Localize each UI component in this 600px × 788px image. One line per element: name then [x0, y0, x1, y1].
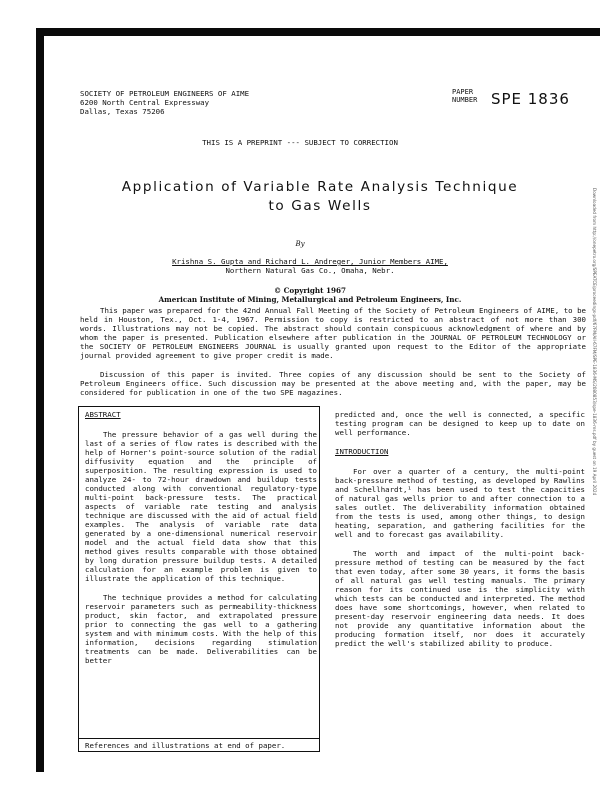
by-label: By	[295, 240, 305, 248]
footnote: References and illustrations at end of paper.	[85, 741, 286, 750]
discussion-notice	[80, 370, 586, 397]
abstract-column	[85, 410, 317, 675]
title-line-1: Application of Variable Rate Analysis Technique	[121, 179, 519, 195]
introduction-column	[335, 410, 585, 658]
paper-number: SPE 1836	[490, 90, 570, 108]
paper-number-label	[452, 88, 477, 104]
copyright-notice	[60, 286, 560, 304]
download-watermark	[588, 188, 597, 788]
meeting-notice-text: This paper was prepared for the 42nd Annual Fall Meeting of the Society of Petroleum Engineers of AIME, to be held in Houston, Tex., Oct. 1-4, 1967. Permission to copy is restricted to an abstract of not more than 300 words. Illustrations may not be copied. The abstract should contain conspicuous acknowledgment of where and by whom the paper is presented. Publication elsewhere after publication in the JOURNAL OF PETROLEUM TECHNOLOGY or the SOCIETY OF PETROLEUM ENGINEERS JOURNAL is usually granted upon request to the Editor of the appropriate journal provided agreement to give proper credit is made.	[80, 306, 586, 360]
paper-label-line1: PAPER	[452, 88, 474, 96]
continued-paragraph: predicted and, once the well is connected, a specific testing program can be designed to keep up to date on well performance.	[335, 410, 585, 437]
preprint-notice: THIS IS A PREPRINT --- SUBJECT TO CORRECTION	[202, 138, 398, 147]
discussion-notice-text: Discussion of this paper is invited. Three copies of any discussion should be sent to the Society of Petroleum Engineers office. Such discussion may be presented at the above meeting and, with the paper, may be considered for publication in one of the two SPE magazines.	[80, 370, 586, 397]
author-affiliation: Northern Natural Gas Co., Omaha, Nebr.	[225, 266, 395, 275]
introduction-heading: INTRODUCTION	[335, 447, 389, 456]
authors	[60, 257, 560, 275]
introduction-paragraph-2: The worth and impact of the multi-point back-pressure method of testing can be measured by the fact that even today, after some 30 years, it forms the basis of all natural gas well testing manuals. The primary reason for its continued use is the simplicity with which tests can be conducted and interpreted. The method does have some shortcomings, however, when related to present-day reservoir engineering data needs. It does not provide any quantitative information about the producing formation itself, nor does it accurately predict the well's stabilized ability to produce.	[335, 549, 585, 648]
scan-border-top	[36, 28, 600, 36]
title-line-2: to Gas Wells	[268, 198, 372, 214]
copyright-year: © Copyright 1967	[273, 286, 346, 295]
copyright-holder: American Institute of Mining, Metallurgical and Petroleum Engineers, Inc.	[158, 295, 462, 304]
abstract-heading: ABSTRACT	[85, 410, 121, 419]
introduction-paragraph-1: For over a quarter of a century, the multi-point back-pressure method of testing, as developed by Rawlins and Schellhardt,¹ has been used to test the capacities of natural gas wells prior to and after connection to a sales outlet. The deliverability information obtained from the tests is used, among other things, to design heating, separation, and gathering facilities for the well and to forecast gas availability.	[335, 467, 585, 539]
paper-title	[60, 178, 580, 216]
meeting-notice	[80, 306, 586, 360]
society-name: SOCIETY OF PETROLEUM ENGINEERS OF AIME	[80, 89, 250, 98]
paper-number-block	[452, 88, 570, 108]
street-address: 6200 North Central Expressway	[80, 98, 210, 107]
city-address: Dallas, Texas 75206	[80, 107, 165, 116]
abstract-paragraph-1: The pressure behavior of a gas well during the last of a series of flow rates is described with the help of Horner's point-source solution of the radial diffusivity equation and the principle of superposition. The resulting expression is used to analyze 24- to 72-hour drawdown and buildup tests conducted along with conventional regulatory-type multi-point back-pressure tests. The practical aspects of variable rate testing and analysis technique are discussed with the aid of actual field examples. The analysis of variable rate data generated by a one-dimensional numerical reservoir model and the actual field data show that this method gives results comparable with those obtained by long duration pressure buildup tests. A detailed calculation for an example problem is given to illustrate the application of this technique.	[85, 430, 317, 583]
abstract-paragraph-2: The technique provides a method for calculating reservoir parameters such as permeability-thickness product, skin factor, and extrapolated pressure prior to connecting the gas well to a gathering system and with minimum costs. With the help of this information, decisions regarding stimulation treatments can be made. Deliverabilities can be better	[85, 593, 317, 665]
society-address	[80, 89, 380, 116]
paper-label-line2: NUMBER	[452, 96, 478, 104]
download-watermark-text: Downloaded from http://onepetro.org/SPEATCE/proceedings-pdf/67FM/All-67FM/SPE-1836-MS/2080853/spe-1836-ms.pdf by guest on 19 April 2024	[592, 188, 597, 496]
footnote-rule	[78, 738, 320, 739]
author-names: Krishna S. Gupta and Richard L. Andreger, Junior Members AIME,	[172, 257, 448, 266]
